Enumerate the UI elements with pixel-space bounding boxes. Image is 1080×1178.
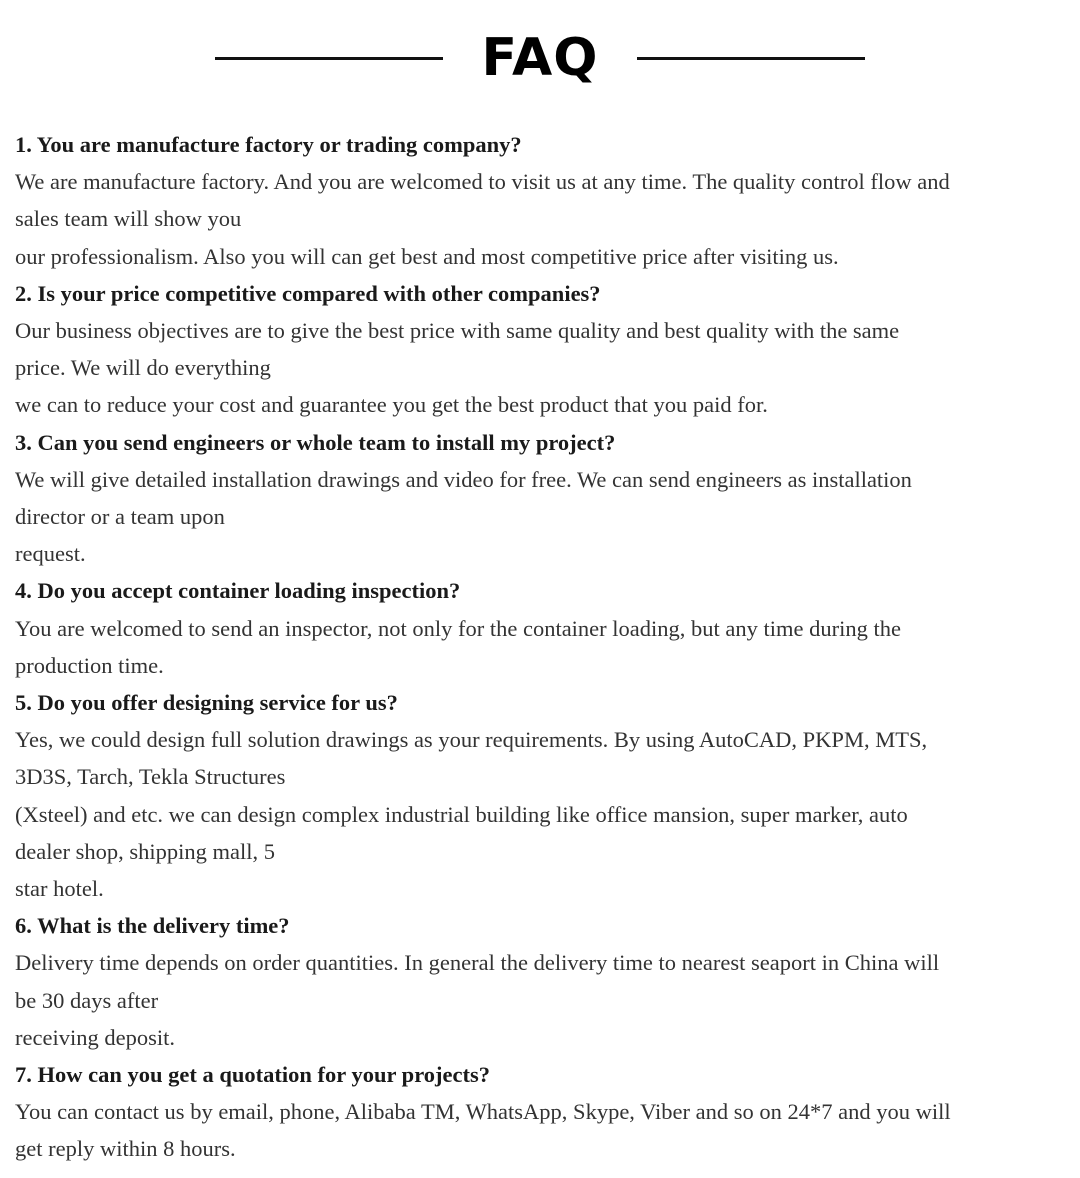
faq-answer-line: director or a team upon	[15, 504, 225, 530]
faq-header	[0, 26, 1080, 90]
faq-answer-line: get reply within 8 hours.	[15, 1136, 236, 1162]
faq-answer-line: receiving deposit.	[15, 1024, 175, 1050]
faq-answer-line: You are welcomed to send an inspector, not only for the container loading, but any time during the	[15, 615, 901, 641]
right-divider-line	[637, 57, 865, 60]
faq-item	[15, 424, 1055, 573]
faq-question: 5. Do you offer designing service for us?	[15, 690, 398, 716]
faq-answer-line: our professionalism. Also you will can get best and most competitive price after visiting us.	[15, 243, 839, 269]
faq-answer-line: we can to reduce your cost and guarantee you get the best product that you paid for.	[15, 392, 768, 418]
faq-item	[15, 907, 1055, 1056]
faq-answer-line: (Xsteel) and etc. we can design complex industrial building like office mansion, super marker, auto	[15, 801, 908, 827]
left-divider-line	[215, 57, 443, 60]
faq-question: 6. What is the delivery time?	[15, 913, 290, 939]
page-title: FAQ	[481, 28, 599, 88]
faq-answer-line: sales team will show you	[15, 206, 242, 232]
faq-answer-line: Our business objectives are to give the best price with same quality and best quality with the same	[15, 318, 900, 344]
faq-question: 4. Do you accept container loading inspection?	[15, 578, 461, 604]
faq-answer-line: request.	[15, 541, 86, 567]
faq-answer-line: price. We will do everything	[15, 355, 271, 381]
faq-question: 3. Can you send engineers or whole team to install my project?	[15, 429, 616, 455]
faq-question: 2. Is your price competitive compared with other companies?	[15, 280, 601, 306]
faq-answer-line: be 30 days after	[15, 987, 159, 1013]
faq-answer-line: Yes, we could design full solution drawings as your requirements. By using AutoCAD, PKPM, MTS,	[15, 727, 928, 753]
faq-answer-line: star hotel.	[15, 876, 104, 902]
faq-item	[15, 572, 1055, 684]
faq-question: 1. You are manufacture factory or trading company?	[15, 132, 522, 157]
faq-item	[15, 126, 1055, 275]
faq-question: 7. How can you get a quotation for your projects?	[15, 1062, 490, 1088]
faq-item	[15, 684, 1055, 907]
faq-answer-line: dealer shop, shipping mall, 5	[15, 838, 275, 864]
faq-list	[15, 126, 1055, 1168]
faq-answer-line: We are manufacture factory. And you are welcomed to visit us at any time. The quality control flow and	[15, 169, 950, 195]
faq-item	[15, 275, 1055, 424]
faq-item	[15, 1056, 1055, 1168]
faq-answer-line: 3D3S, Tarch, Tekla Structures	[15, 764, 286, 790]
faq-answer-line: You can contact us by email, phone, Alibaba TM, WhatsApp, Skype, Viber and so on 24*7 and you will	[15, 1099, 951, 1125]
faq-answer-line: We will give detailed installation drawings and video for free. We can send engineers as installation	[15, 466, 912, 492]
faq-answer-line: Delivery time depends on order quantities. In general the delivery time to nearest seaport in China will	[15, 950, 940, 976]
faq-answer-line: production time.	[15, 652, 164, 678]
